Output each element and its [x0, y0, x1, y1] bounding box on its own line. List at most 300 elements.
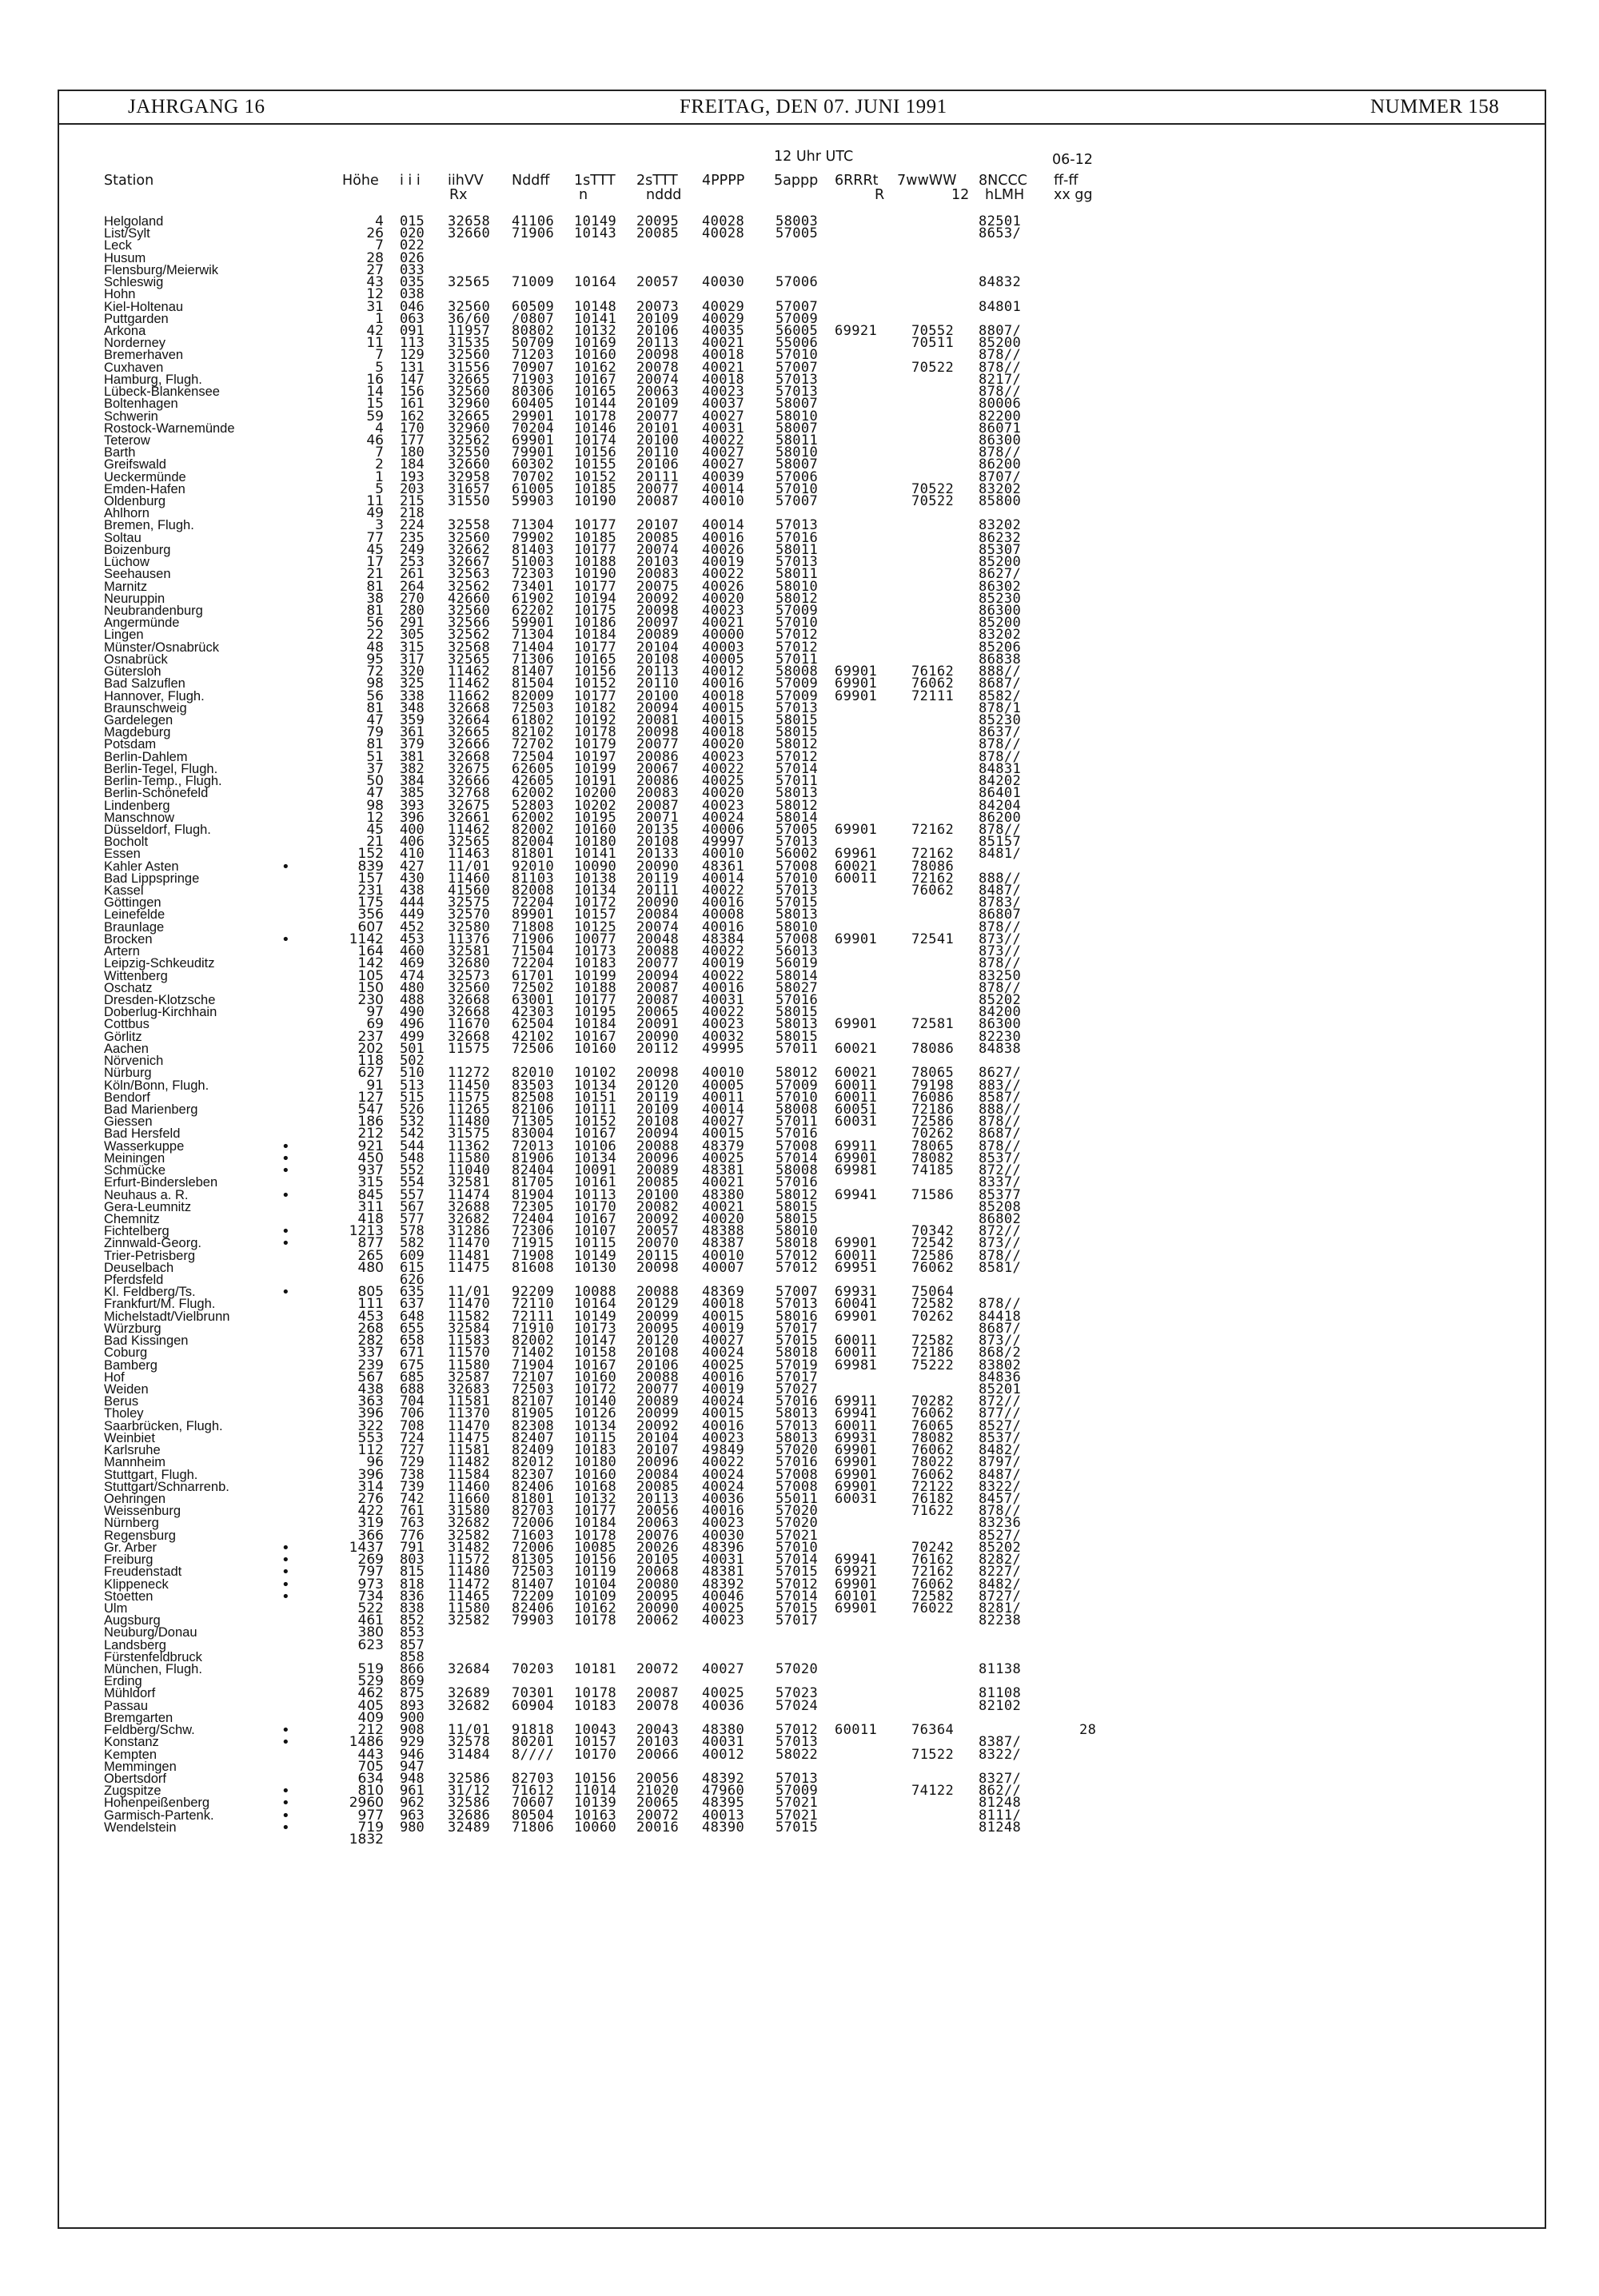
station-index: 875 [400, 1685, 425, 1702]
group-nddff: 72013 [512, 1138, 555, 1154]
group-nddff: 72503 [512, 1564, 555, 1580]
group-1sttt: 10197 [574, 748, 617, 765]
elevation: 547 [357, 1101, 384, 1118]
header-station: Station [104, 173, 154, 189]
header-nddff: Nddff [512, 173, 550, 189]
group-ihvv: 32686 [448, 1807, 491, 1824]
group-6rrrt: 60011 [835, 1345, 878, 1361]
group-8nccc: 8537/ [979, 1150, 1022, 1166]
group-4pppp: 48387 [702, 1235, 745, 1252]
group-2sttt: 20113 [636, 335, 680, 352]
group-2sttt: 20081 [636, 712, 680, 728]
mountain-marker: • [281, 1186, 290, 1204]
elevation: 42 [366, 322, 384, 339]
group-nddff: 71612 [512, 1783, 555, 1800]
group-7wwww: 76022 [911, 1600, 955, 1616]
group-7wwww: 70522 [911, 480, 955, 497]
group-1sttt: 10138 [574, 870, 617, 887]
group-8nccc: 8727/ [979, 1588, 1022, 1604]
elevation: 150 [357, 979, 384, 996]
station-index: 270 [400, 590, 425, 607]
group-1sttt: 10104 [574, 1576, 617, 1592]
station-name: Hamburg, Flugh. [104, 372, 202, 387]
station-name: Giessen [104, 1114, 153, 1130]
group-4pppp: 40000 [702, 627, 745, 644]
group-ihvv: 32586 [448, 1795, 491, 1812]
group-4pppp: 40023 [702, 603, 745, 619]
station-name: Potsdam [104, 737, 157, 752]
station-name: Kl. Feldberg/Ts. [104, 1285, 196, 1300]
station-index: 738 [400, 1466, 425, 1483]
elevation: 363 [357, 1393, 384, 1410]
group-nddff: 70203 [512, 1661, 555, 1678]
station-name: Neuruppin [104, 591, 165, 606]
group-8nccc: 872// [979, 1393, 1022, 1410]
group-8nccc: 86200 [979, 456, 1022, 473]
group-8nccc: 8482/ [979, 1576, 1022, 1592]
group-4pppp: 40031 [702, 420, 745, 436]
group-1sttt: 10141 [574, 846, 617, 863]
group-ihvv: 32960 [448, 420, 491, 436]
group-1sttt: 10132 [574, 322, 617, 339]
group-7wwww: 72582 [911, 1296, 955, 1313]
group-nddff: 42605 [512, 773, 555, 790]
group-2sttt: 20078 [636, 359, 680, 376]
group-1sttt: 10165 [574, 384, 617, 401]
group-1sttt: 10160 [574, 1466, 617, 1483]
group-4pppp: 40010 [702, 493, 745, 510]
group-8nccc: 81138 [979, 1661, 1022, 1678]
group-4pppp: 49849 [702, 1442, 745, 1459]
group-ihvv: 32562 [448, 432, 491, 448]
station-index: 015 [400, 213, 425, 229]
elevation: 519 [357, 1661, 384, 1678]
group-8nccc: 8487/ [979, 1466, 1022, 1483]
group-2sttt: 20107 [636, 517, 680, 534]
group-5appp: 57015 [776, 895, 819, 911]
group-ihvv: 32562 [448, 578, 491, 595]
group-4pppp: 40021 [702, 359, 745, 376]
group-ihvv: 32682 [448, 1210, 491, 1227]
station-index: 218 [400, 505, 425, 522]
group-8nccc: 8687/ [979, 676, 1022, 692]
station-name: Leipzig-Schkeuditz [104, 956, 215, 971]
group-ihvv: 32683 [448, 1381, 491, 1397]
group-ihvv: 32587 [448, 1369, 491, 1385]
group-8nccc: 878// [979, 347, 1022, 364]
station-name: Hohenpeißenberg [104, 1796, 210, 1811]
group-1sttt: 10134 [574, 883, 617, 899]
group-ihvv: 32689 [448, 1685, 491, 1702]
station-index: 393 [400, 797, 425, 814]
station-index: 496 [400, 1016, 425, 1033]
station-name: Cuxhaven [104, 360, 164, 375]
group-2sttt: 20108 [636, 1345, 680, 1361]
group-8nccc: 85201 [979, 1381, 1022, 1397]
group-2sttt: 20072 [636, 1807, 680, 1824]
group-4pppp: 40021 [702, 615, 745, 632]
elevation: 69 [366, 1016, 384, 1033]
group-ihvv: 11570 [448, 1345, 491, 1361]
group-4pppp: 40025 [702, 1150, 745, 1166]
group-1sttt: 10190 [574, 493, 617, 510]
group-2sttt: 20097 [636, 615, 680, 632]
group-ihvv: 32584 [448, 1320, 491, 1337]
group-ihvv: 11580 [448, 1150, 491, 1166]
mountain-marker: • [281, 1576, 290, 1593]
group-nddff: 79901 [512, 444, 555, 461]
group-6rrrt: 69901 [835, 1600, 878, 1616]
group-ihvv: 32566 [448, 615, 491, 632]
header-ww: 7wwWW [897, 173, 957, 189]
station-name: Ahlhorn [104, 506, 150, 521]
group-7wwww: 76062 [911, 1442, 955, 1459]
elevation: 239 [357, 1357, 384, 1373]
group-ihvv: 32568 [448, 639, 491, 656]
station-index: 406 [400, 834, 425, 851]
elevation: 705 [357, 1758, 384, 1775]
group-nddff: 71304 [512, 517, 555, 534]
group-7wwww: 76182 [911, 1490, 955, 1507]
group-5appp: 57015 [776, 1819, 819, 1836]
group-4pppp: 40016 [702, 1503, 745, 1520]
elevation: 522 [357, 1600, 384, 1616]
station-name: Wittenberg [104, 968, 168, 983]
station-index: 035 [400, 274, 425, 291]
group-ihvv: 32668 [448, 992, 491, 1008]
group-ihvv: 32682 [448, 1697, 491, 1714]
group-8nccc: 82501 [979, 213, 1022, 229]
elevation: 95 [366, 651, 384, 668]
group-4pppp: 40010 [702, 1247, 745, 1264]
group-7wwww: 76162 [911, 1552, 955, 1569]
mountain-marker: • [281, 1539, 290, 1557]
group-8nccc: 85206 [979, 639, 1022, 656]
group-6rrrt: 69901 [835, 931, 878, 947]
group-ihvv: 31580 [448, 1503, 491, 1520]
group-7wwww: 78022 [911, 1454, 955, 1471]
group-7wwww: 74122 [911, 1783, 955, 1800]
group-8nccc: 86071 [979, 420, 1022, 436]
mountain-marker: • [281, 1722, 290, 1740]
group-2sttt: 20085 [636, 1478, 680, 1495]
group-ihvv: 11470 [448, 1417, 491, 1434]
station-name: Meiningen [104, 1150, 165, 1166]
group-2sttt: 20016 [636, 1819, 680, 1836]
group-nddff: 63001 [512, 992, 555, 1008]
group-2sttt: 20071 [636, 809, 680, 826]
group-1sttt: 10167 [574, 1028, 617, 1045]
elevation: 27 [366, 261, 384, 278]
group-5appp: 55011 [776, 1490, 819, 1507]
group-nddff: 89901 [512, 907, 555, 923]
group-2sttt: 20098 [636, 1259, 680, 1276]
group-7wwww: 76062 [911, 676, 955, 692]
elevation: 396 [357, 1405, 384, 1422]
group-nddff: 71806 [512, 1819, 555, 1836]
group-4pppp: 40027 [702, 444, 745, 461]
station-name: Arkona [104, 323, 146, 338]
group-2sttt: 20109 [636, 310, 680, 327]
group-2sttt: 20099 [636, 1308, 680, 1325]
group-2sttt: 20076 [636, 1527, 680, 1544]
group-5appp: 58027 [776, 979, 819, 996]
station-name: Lindenberg [104, 798, 170, 813]
group-ihvv: 32558 [448, 517, 491, 534]
group-8nccc: 8487/ [979, 883, 1022, 899]
group-8nccc: 81108 [979, 1685, 1022, 1702]
group-4pppp: 40021 [702, 335, 745, 352]
group-8nccc: 82238 [979, 1612, 1022, 1629]
group-4pppp: 40032 [702, 1028, 745, 1045]
elevation: 11 [366, 493, 384, 510]
group-5appp: 58015 [776, 724, 819, 741]
group-nddff: 72209 [512, 1588, 555, 1604]
elevation: 937 [357, 1162, 384, 1179]
group-1sttt: 10163 [574, 1807, 617, 1824]
elevation: 623 [357, 1636, 384, 1653]
group-8nccc: 85230 [979, 712, 1022, 728]
group-2sttt: 20088 [636, 1284, 680, 1301]
station-index: 655 [400, 1320, 425, 1337]
group-ihvv: 32958 [448, 468, 491, 485]
group-6rrrt: 69941 [835, 1552, 878, 1569]
group-5appp: 57009 [776, 310, 819, 327]
group-8nccc: 878// [979, 1114, 1022, 1130]
group-8nccc: 878// [979, 736, 1022, 753]
header-ihvv-sub: Rx [449, 187, 468, 203]
group-2sttt: 20104 [636, 1429, 680, 1446]
elevation: 1 [375, 310, 384, 327]
group-1sttt: 10178 [574, 1527, 617, 1544]
station-name: Düsseldorf, Flugh. [104, 822, 211, 837]
group-8nccc: 85200 [979, 615, 1022, 632]
station-index: 858 [400, 1648, 425, 1665]
station-name: Essen [104, 847, 141, 862]
table-row [0, 1746, 1599, 1763]
elevation: 97 [366, 1004, 384, 1021]
group-1sttt: 10172 [574, 895, 617, 911]
group-6rrrt: 60011 [835, 1417, 878, 1434]
group-1sttt: 10167 [574, 371, 617, 388]
group-5appp: 57012 [776, 639, 819, 656]
group-5appp: 57024 [776, 1697, 819, 1714]
group-1sttt: 10183 [574, 1442, 617, 1459]
group-nddff: 82406 [512, 1600, 555, 1616]
group-1sttt: 10119 [574, 1564, 617, 1580]
station-name: Husum [104, 250, 146, 265]
mountain-marker: • [281, 931, 290, 948]
elevation: 77 [366, 529, 384, 546]
group-2sttt: 20087 [636, 992, 680, 1008]
elevation: 26 [366, 225, 384, 242]
group-2sttt: 20074 [636, 541, 680, 558]
station-index: 348 [400, 700, 425, 716]
group-8nccc: 83202 [979, 480, 1022, 497]
group-4pppp: 40022 [702, 967, 745, 984]
station-index: 803 [400, 1552, 425, 1569]
group-ihvv: 32664 [448, 712, 491, 728]
group-1sttt: 10155 [574, 456, 617, 473]
station-index: 615 [400, 1259, 425, 1276]
station-index: 020 [400, 225, 425, 242]
elevation: 282 [357, 1333, 384, 1349]
group-5appp: 58010 [776, 1223, 819, 1240]
elevation: 81 [366, 700, 384, 716]
station-index: 908 [400, 1722, 425, 1739]
group-4pppp: 40031 [702, 1734, 745, 1751]
station-index: 818 [400, 1576, 425, 1592]
group-1sttt: 10152 [574, 1114, 617, 1130]
station-index: 396 [400, 809, 425, 826]
group-4pppp: 40021 [702, 1198, 745, 1215]
group-8nccc: 877// [979, 1405, 1022, 1422]
elevation: 396 [357, 1466, 384, 1483]
group-1sttt: 10185 [574, 480, 617, 497]
group-1sttt: 10043 [574, 1722, 617, 1739]
group-nddff: 82703 [512, 1771, 555, 1787]
group-ihvv: 11/01 [448, 858, 491, 875]
group-6rrrt: 60011 [835, 1089, 878, 1106]
group-8nccc: 878// [979, 1247, 1022, 1264]
station-index: 427 [400, 858, 425, 875]
group-2sttt: 20091 [636, 1016, 680, 1033]
group-8nccc: 878// [979, 1296, 1022, 1313]
group-nddff: 72502 [512, 979, 555, 996]
group-ihvv: 32563 [448, 566, 491, 583]
group-ihvv: 11470 [448, 1296, 491, 1313]
group-nddff: 62202 [512, 603, 555, 619]
group-4pppp: 40020 [702, 736, 745, 753]
group-ihvv: 32688 [448, 1198, 491, 1215]
group-8nccc: 84204 [979, 797, 1022, 814]
group-ihvv: 32565 [448, 651, 491, 668]
group-6rrrt: 60041 [835, 1296, 878, 1313]
table-row [0, 225, 1599, 242]
group-5appp: 58010 [776, 578, 819, 595]
station-name: Nörvenich [104, 1054, 164, 1069]
group-ihvv: 32578 [448, 1734, 491, 1751]
group-6rrrt: 69901 [835, 1478, 878, 1495]
volume-label: JAHRGANG 16 [128, 96, 265, 118]
group-ihvv: 11575 [448, 1040, 491, 1057]
group-8nccc: 85157 [979, 834, 1022, 851]
group-8nccc: 8387/ [979, 1734, 1022, 1751]
station-name: Artern [104, 944, 140, 959]
group-ihvv: 32675 [448, 760, 491, 777]
group-4pppp: 40018 [702, 371, 745, 388]
group-ihvv: 11480 [448, 1564, 491, 1580]
group-5appp: 57010 [776, 1089, 819, 1106]
group-ihvv: 31575 [448, 1126, 491, 1142]
group-2sttt: 20082 [636, 1198, 680, 1215]
group-1sttt: 10178 [574, 408, 617, 425]
group-ihvv: 31535 [448, 335, 491, 352]
group-8nccc: 878// [979, 821, 1022, 838]
group-7wwww: 70511 [911, 335, 955, 352]
station-index: 567 [400, 1198, 425, 1215]
station-name: Konstanz [104, 1735, 159, 1750]
group-ihvv: 11463 [448, 846, 491, 863]
group-ihvv: 11481 [448, 1247, 491, 1264]
group-5appp: 56002 [776, 846, 819, 863]
station-name: Würzburg [104, 1321, 161, 1336]
group-1sttt: 10165 [574, 651, 617, 668]
station-index: 893 [400, 1697, 425, 1714]
group-ihvv: 32768 [448, 785, 491, 802]
group-nddff: 81305 [512, 1552, 555, 1569]
group-nddff: 82012 [512, 1454, 555, 1471]
group-5appp: 57013 [776, 883, 819, 899]
group-4pppp: 40013 [702, 1807, 745, 1824]
group-8nccc: 878// [979, 1503, 1022, 1520]
elevation: 311 [357, 1198, 384, 1215]
group-nddff: 79903 [512, 1612, 555, 1629]
elevation: 59 [366, 408, 384, 425]
group-1sttt: 10156 [574, 444, 617, 461]
station-name: Feldberg/Schw. [104, 1723, 195, 1738]
header-ff-sub: xx gg [1054, 187, 1093, 203]
group-2sttt: 20065 [636, 1795, 680, 1812]
station-index: 739 [400, 1478, 425, 1495]
group-1sttt: 10152 [574, 676, 617, 692]
station-index: 280 [400, 603, 425, 619]
station-index: 410 [400, 846, 425, 863]
group-nddff: 61005 [512, 480, 555, 497]
group-8nccc: 86802 [979, 1210, 1022, 1227]
group-2sttt: 20098 [636, 603, 680, 619]
group-8nccc: 8707/ [979, 468, 1022, 485]
group-5appp: 57012 [776, 1722, 819, 1739]
station-index: 577 [400, 1210, 425, 1227]
group-4pppp: 48390 [702, 1819, 745, 1836]
station-index: 962 [400, 1795, 425, 1812]
group-ihvv: 31556 [448, 359, 491, 376]
elevation: 51 [366, 748, 384, 765]
group-4pppp: 48381 [702, 1564, 745, 1580]
group-2sttt: 20100 [636, 688, 680, 704]
station-name: Görlitz [104, 1029, 142, 1044]
station-name: Gardelegen [104, 712, 173, 727]
group-4pppp: 40014 [702, 517, 745, 534]
group-2sttt: 20083 [636, 785, 680, 802]
group-1sttt: 10184 [574, 627, 617, 644]
group-nddff: 72006 [512, 1515, 555, 1532]
group-4pppp: 40016 [702, 1369, 745, 1385]
station-index: 515 [400, 1089, 425, 1106]
elevation: 15 [366, 396, 384, 413]
group-5appp: 58011 [776, 541, 819, 558]
group-nddff: 82106 [512, 1101, 555, 1118]
group-1sttt: 10149 [574, 213, 617, 229]
group-1sttt: 10147 [574, 1333, 617, 1349]
group-6rrrt: 69981 [835, 1357, 878, 1373]
station-index: 026 [400, 249, 425, 266]
group-nddff: 91818 [512, 1722, 555, 1739]
group-5appp: 57020 [776, 1442, 819, 1459]
group-ihvv: 32668 [448, 748, 491, 765]
group-5appp: 58010 [776, 408, 819, 425]
group-2sttt: 20090 [636, 1028, 680, 1045]
group-8nccc: 84832 [979, 274, 1022, 291]
group-4pppp: 40019 [702, 1320, 745, 1337]
group-ihvv: 11/01 [448, 1722, 491, 1739]
elevation: 422 [357, 1503, 384, 1520]
group-nddff: 62605 [512, 760, 555, 777]
table-row [0, 1612, 1599, 1629]
group-5appp: 57010 [776, 870, 819, 887]
group-6rrrt: 69901 [835, 676, 878, 692]
